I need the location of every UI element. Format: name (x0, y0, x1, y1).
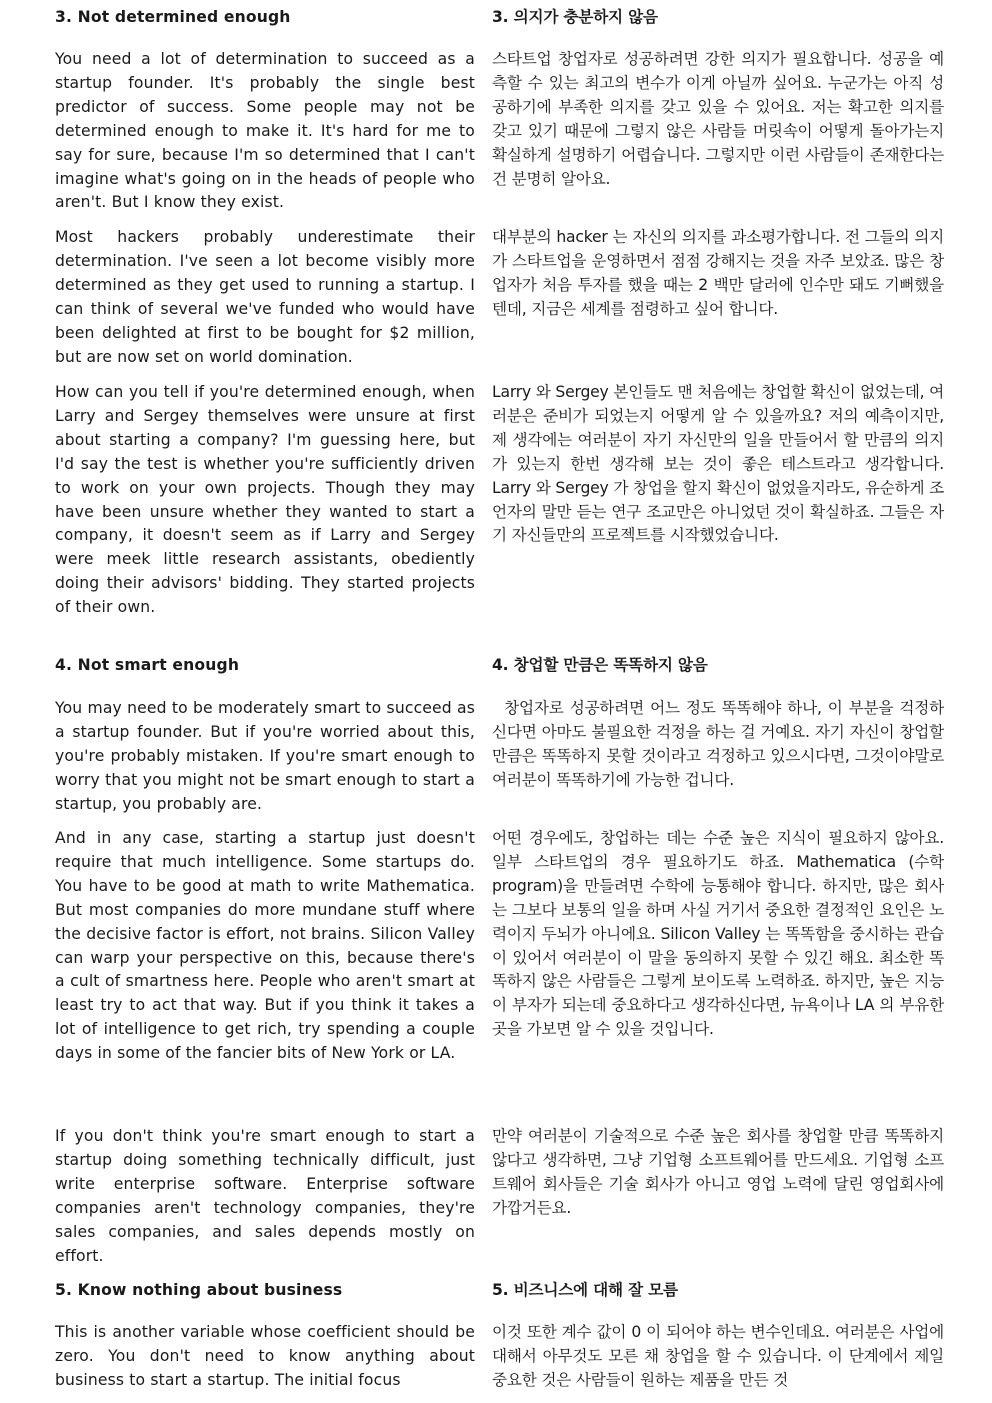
paragraph-en-3-1: You need a lot of determination to succeed as a startup founder. It's probably the single best predictor of success. Some people may not be determined enough to make it. It's hard for me to say for sure, because I'm so determined that I can't imagine what's going on in the heads of people who aren't. But I know they exist. (55, 50, 475, 212)
paragraph-ko-4-1: 창업자로 성공하려면 어느 정도 똑똑해야 하나, 이 부분을 걱정하신다면 아마도 불필요한 걱정을 하는 걸 거예요. 자기 자신이 창업할 만큼은 똑똑하지 못할 것이라고 걱정하고 있으시다면, 그것이야말로 여러분이 똑똑하기에 가능한 겁니다. (492, 699, 949, 789)
paragraph-en-4-3: If you don't think you're smart enough to start a startup doing something technically difficult, just write enterprise software. Enterprise software companies aren't technology companies, they're sales companies, and sales depends mostly on effort. (55, 1127, 475, 1265)
heading-en-3: 3. Not determined enough (55, 8, 291, 26)
korean-column (492, 0, 949, 1403)
paragraph-en-4-2: And in any case, starting a startup just doesn't require that much intelligence. Some startups do. You have to be good at math to write Mathematica. But most companies do more mundane stuff where the decisive factor is effort, not brains. Silicon Valley can warp your perspective on this, because there's a cult of smartness here. People who aren't smart at least try to act that way. But if you think it takes a lot of intelligence to get rich, try spending a couple days in some of the fancier bits of New York or LA. (55, 829, 475, 1063)
paragraph-en-5-1: This is another variable whose coefficient should be zero. You don't need to know anything about business to start a startup. The initial focus (55, 1323, 475, 1389)
paragraph-ko-4-2: 어떤 경우에도, 창업하는 데는 수준 높은 지식이 필요하지 않아요. 일부 스타트업의 경우 필요하기도 하죠. Mathematica (수학 program)을 만들려면 수학에 능통해야 합니다. 하지만, 많은 회사는 그보다 보통의 일을 하며 사실 거기서 중요한 결정적인 요인은 노력이지 두뇌가 아니에요. Silicon Valley 는 똑똑함을 중시하는 관습이 있어서 여러분이 이 말을 동의하지 못할 수 있긴 해요. 최소한 똑똑하지 않은 사람들은 그렇게 보이도록 노력하죠. 하지만, 높은 지능이 부자가 되는데 중요하다고 생각하신다면, 뉴욕이나 LA 의 부유한 곳을 가보면 알 수 있을 것입니다. (492, 829, 944, 1039)
paragraph-en-4-1: You may need to be moderately smart to succeed as a startup founder. But if you're worried about this, you're probably mistaken. If you're smart enough to worry that you might not be smart enough to start a startup, you probably are. (55, 699, 475, 813)
heading-ko-3: 3. 의지가 충분하지 않음 (492, 8, 658, 26)
paragraph-ko-3-3: Larry 와 Sergey 본인들도 맨 처음에는 창업할 확신이 없었는데, 여러분은 준비가 되었는지 어떻게 알 수 있을까요? 저의 예측이지만, 제 생각에는 여러분이 자기 자신만의 일을 만들어서 할 만큼의 의지가 있는지 한번 생각해 보는 것이 좋은 테스트라고 생각합니다. Larry 와 Sergey 가 창업을 할지 확신이 없었을지라도, 유순하게 조언자의 말만 듣는 연구 조교만은 아니었던 것이 확실하죠. 그들은 자기 자신들만의 프로젝트를 시작했었습니다. (492, 383, 944, 545)
heading-ko-4: 4. 창업할 만큼은 똑똑하지 않음 (492, 656, 708, 674)
heading-en-4: 4. Not smart enough (55, 656, 240, 674)
english-column (55, 0, 475, 1403)
paragraph-en-3-3: How can you tell if you're determined enough, when Larry and Sergey themselves were unsure at first about starting a company? I'm guessing here, but I'd say the test is whether you're sufficiently driven to work on your own projects. Though they may have been unsure whether they wanted to start a company, it doesn't seem as if Larry and Sergey were meek little research assistants, obediently doing their advisors' bidding. They started projects of their own. (55, 383, 475, 617)
paragraph-ko-4-3: 만약 여러분이 기술적으로 수준 높은 회사를 창업할 만큼 똑똑하지 않다고 생각하면, 그냥 기업형 소프트웨어를 만드세요. 기업형 소프트웨어 회사들은 기술 회사가 아니고 영업 노력에 달린 영업회사에 가깝거든요. (492, 1127, 944, 1217)
heading-ko-5: 5. 비즈니스에 대해 잘 모름 (492, 1281, 678, 1299)
paragraph-ko-5-1: 이것 또한 계수 값이 0 이 되어야 하는 변수인데요. 여러분은 사업에 대해서 아무것도 모른 채 창업을 할 수 있습니다. 이 단계에서 제일 중요한 것은 사람들이 원하는 제품을 만든 것 (492, 1323, 944, 1389)
paragraph-ko-3-2: 대부분의 hacker 는 자신의 의지를 과소평가합니다. 전 그들의 의지가 스타트업을 운영하면서 점점 강해지는 것을 자주 보았죠. 많은 창업자가 처음 투자를 했을 때는 2 백만 달러에 인수만 돼도 기뻐했을 텐데, 지금은 세계를 점령하고 싶어 합니다. (492, 228, 944, 318)
paragraph-ko-3-1: 스타트업 창업자로 성공하려면 강한 의지가 필요합니다. 성공을 예측할 수 있는 최고의 변수가 이게 아닐까 싶어요. 누군가는 아직 성공하기에 부족한 의지를 갖고 있을 수 있어요. 저는 확고한 의지를 갖고 있기 때문에 그렇지 않은 사람들 머릿속이 어떻게 돌아가는지 확실하게 설명하기 어렵습니다. 그렇지만 이런 사람들이 존재한다는 건 분명히 알아요. (492, 50, 944, 188)
heading-en-5: 5. Know nothing about business (55, 1281, 343, 1299)
paragraph-en-3-2: Most hackers probably underestimate their determination. I've seen a lot become visibly more determined as they get used to running a startup. I can think of several we've funded who would have been delighted at first to be bought for $2 million, but are now set on world domination. (55, 228, 475, 366)
